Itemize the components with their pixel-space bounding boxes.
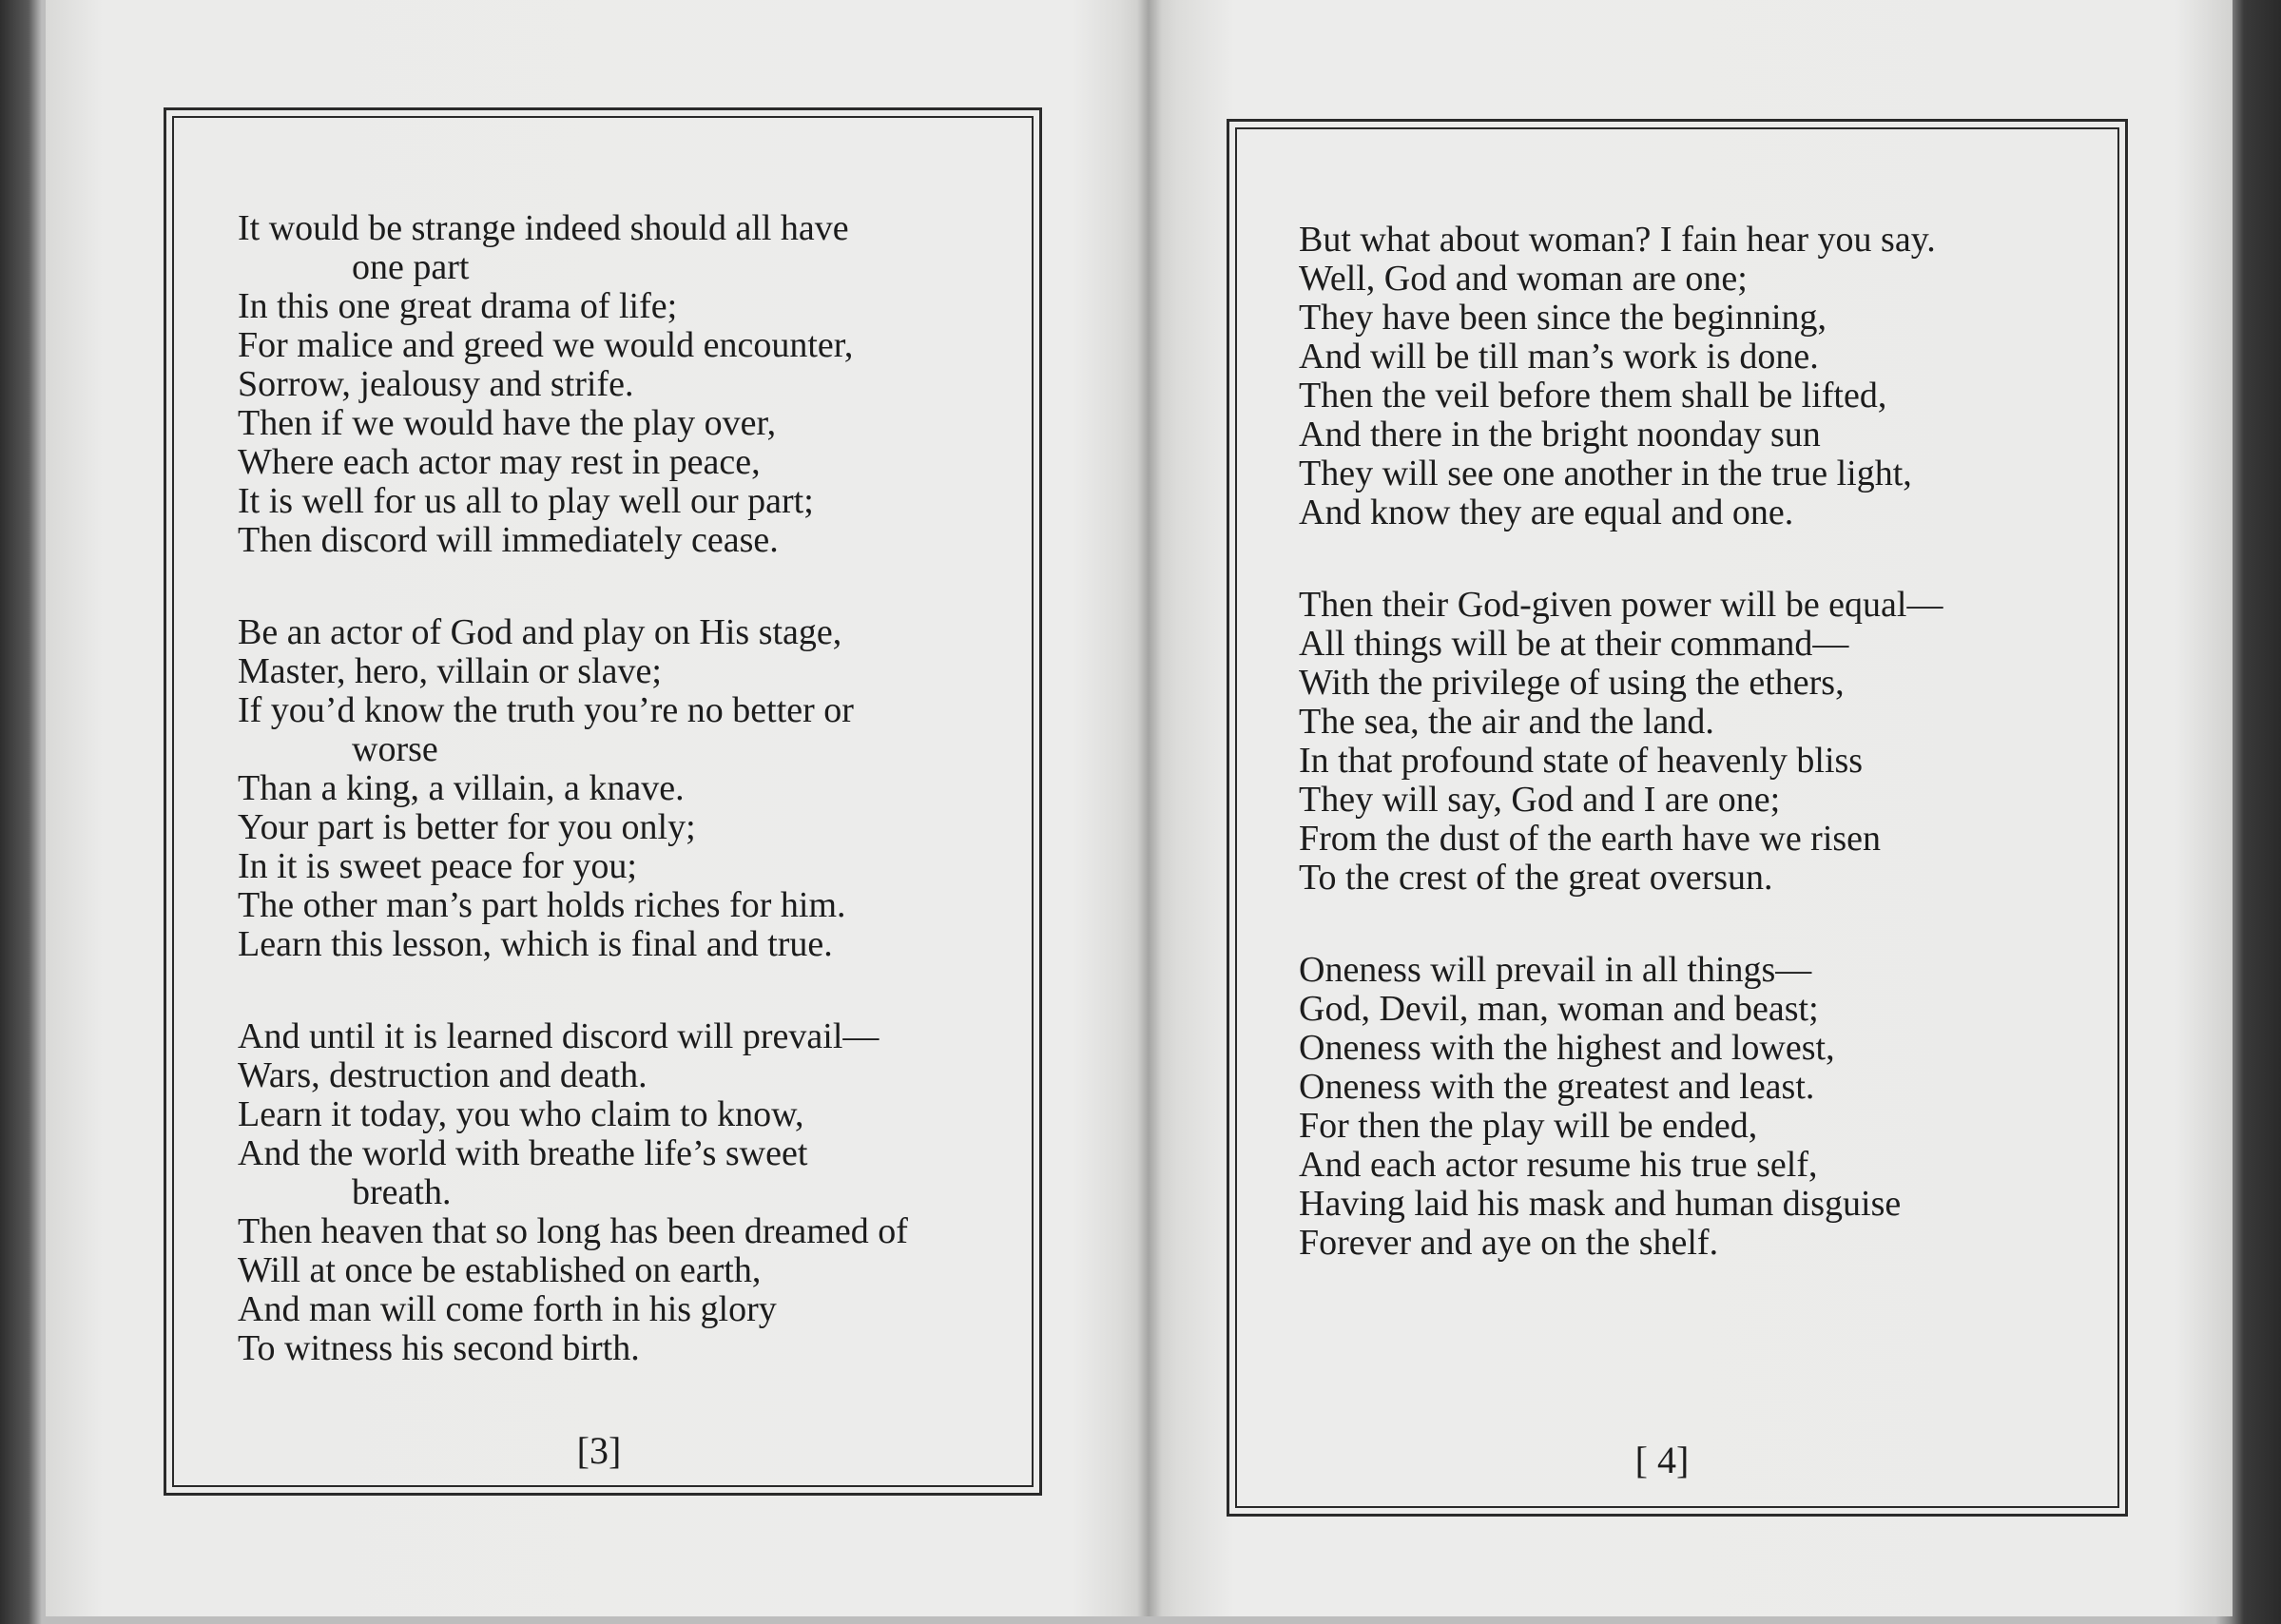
poem-line: In it is sweet peace for you; <box>238 846 637 886</box>
poem-line: The sea, the air and the land. <box>1299 702 1714 742</box>
poem-line: They will see one another in the true light, <box>1299 454 1912 493</box>
poem-line: one part <box>352 247 470 287</box>
poem-line: Then if we would have the play over, <box>238 403 777 443</box>
poem-line: But what about woman? I fain hear you say. <box>1299 220 1936 260</box>
poem-line: And each actor resume his true self, <box>1299 1145 1818 1185</box>
stanza <box>1299 221 1943 532</box>
poem-line: And will be till man’s work is done. <box>1299 337 1819 377</box>
poem-line: All things will be at their command— <box>1299 624 1849 664</box>
poem-line: From the dust of the earth have we risen <box>1299 819 1882 859</box>
poem-line: They have been since the beginning, <box>1299 298 1827 338</box>
poem-line: In this one great drama of life; <box>238 286 678 326</box>
poem-line: Oneness will prevail in all things— <box>1299 950 1812 990</box>
poem-line: To witness his second birth. <box>238 1328 640 1368</box>
poem-line: To the crest of the great oversun. <box>1299 858 1773 898</box>
poem-line: It would be strange indeed should all have <box>238 208 849 248</box>
poem-line: Learn it today, you who claim to know, <box>238 1094 804 1134</box>
poem-line: Sorrow, jealousy and strife. <box>238 364 634 404</box>
poem-line: For then the play will be ended, <box>1299 1106 1758 1146</box>
poem-line: Then heaven that so long has been dreamed of <box>238 1211 908 1251</box>
poem-line: Then the veil before them shall be lifted, <box>1299 376 1887 416</box>
poem-line: Forever and aye on the shelf. <box>1299 1223 1719 1263</box>
poem-line: Learn this lesson, which is final and true. <box>238 924 833 964</box>
poem-line: Well, God and woman are one; <box>1299 259 1748 299</box>
stanza <box>1299 951 1943 1263</box>
book-gutter <box>1137 0 1162 1616</box>
poem-line: And the world with breathe life’s sweet <box>238 1133 808 1173</box>
right-page-number: [ 4] <box>1634 1439 1690 1481</box>
poem-line: Then their God-given power will be equal— <box>1299 585 1943 625</box>
poem-line: The other man’s part holds riches for him. <box>238 885 846 925</box>
poem-line: If you’d know the truth you’re no better or <box>238 690 854 730</box>
poem-line: And man will come forth in his glory <box>238 1289 777 1329</box>
left-page-number: [3] <box>576 1429 622 1472</box>
poem-line: worse <box>352 729 438 769</box>
poem-line: They will say, God and I are one; <box>1299 780 1781 820</box>
poem-line: Oneness with the highest and lowest, <box>1299 1028 1835 1068</box>
poem-line: Then discord will immediately cease. <box>238 520 779 560</box>
right-poem-text <box>1299 221 1943 1263</box>
poem-line: Where each actor may rest in peace, <box>238 442 761 482</box>
stanza <box>238 1017 908 1368</box>
stanza <box>238 613 908 964</box>
poem-line: Than a king, a villain, a knave. <box>238 768 685 808</box>
poem-line: With the privilege of using the ethers, <box>1299 663 1845 703</box>
poem-line: Your part is better for you only; <box>238 807 696 847</box>
stanza <box>1299 586 1943 898</box>
poem-line: Oneness with the greatest and least. <box>1299 1067 1815 1107</box>
poem-line: And until it is learned discord will prevail— <box>238 1016 880 1056</box>
poem-line: It is well for us all to play well our part; <box>238 481 814 521</box>
poem-line: Wars, destruction and death. <box>238 1055 648 1095</box>
poem-line: Having laid his mask and human disguise <box>1299 1184 1902 1224</box>
left-poem-text <box>238 209 908 1368</box>
poem-line: breath. <box>352 1172 452 1212</box>
poem-line: For malice and greed we would encounter, <box>238 325 854 365</box>
stanza <box>238 209 908 560</box>
poem-line: Be an actor of God and play on His stage, <box>238 612 842 652</box>
poem-line: And know they are equal and one. <box>1299 493 1794 532</box>
poem-line: Will at once be established on earth, <box>238 1250 762 1290</box>
poem-line: God, Devil, man, woman and beast; <box>1299 989 1819 1029</box>
poem-line: And there in the bright noonday sun <box>1299 415 1821 454</box>
poem-line: Master, hero, villain or slave; <box>238 651 662 691</box>
poem-line: In that profound state of heavenly bliss <box>1299 741 1864 781</box>
